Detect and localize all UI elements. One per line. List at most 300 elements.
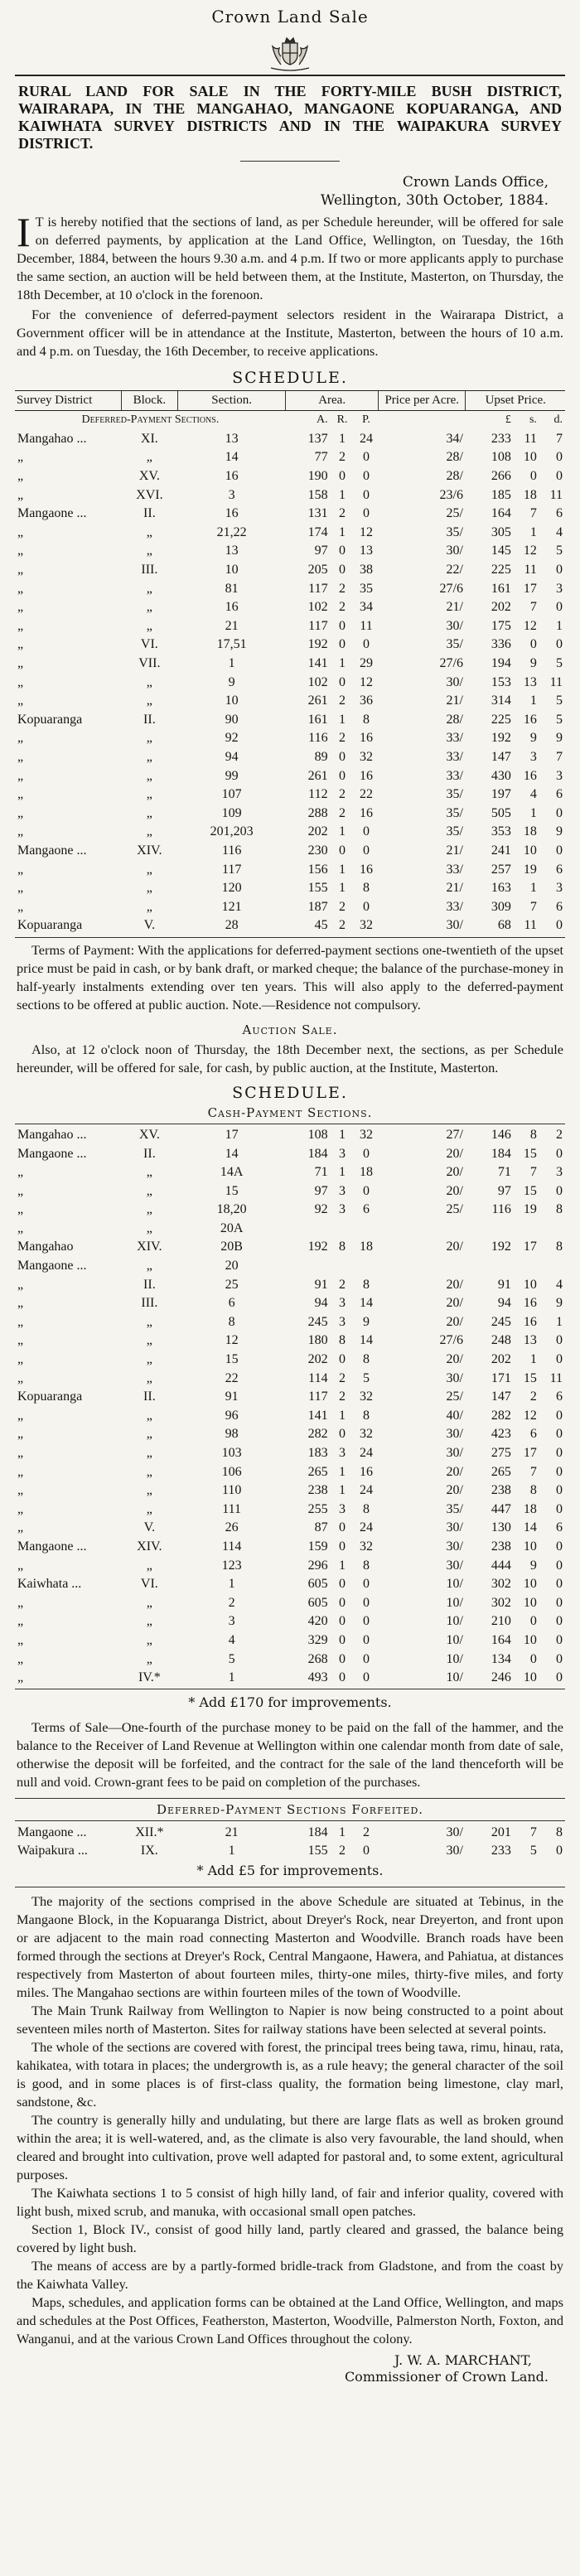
- cell-roods: 2: [339, 918, 346, 933]
- cell-perches: 32: [360, 1427, 373, 1442]
- cell-district: „: [17, 1464, 24, 1479]
- table-row: [15, 1575, 565, 1594]
- cell-section: 96: [225, 1408, 239, 1423]
- cell-district: „: [17, 600, 24, 615]
- table-row: [15, 1331, 565, 1351]
- cell-acres: 116: [308, 731, 328, 746]
- cell-acres: 137: [307, 431, 328, 446]
- cell-price: 10/: [446, 1632, 463, 1647]
- cell-section: 16: [225, 600, 239, 615]
- cell-shillings: 19: [523, 1202, 537, 1217]
- notice-paragraph-1-text: T is hereby notified that the sections of land, as per Schedule hereunder, will be offered for sale on deferred payments, by application at the Land Office, Wellington, on Tuesday, the 16th December, 1884, between the hours 9.30 a.m. and 4 p.m. If two or more applicants apply to purchase the same section, an auction will be held between them, at the Institute, Masterton, on Thursday, the 18th December, at 10 o'clock in the forenoon.: [17, 214, 563, 302]
- cell-shillings: 10: [523, 1577, 537, 1592]
- cell-acres: 161: [307, 712, 328, 727]
- cell-pence: 8: [556, 1824, 563, 1839]
- cell-pence: 0: [556, 1501, 563, 1516]
- cell-pence: 5: [556, 694, 563, 708]
- table-row: [15, 1842, 565, 1861]
- cell-block: „: [146, 749, 152, 764]
- cell-district: Mangaone ...: [17, 1146, 87, 1161]
- cell-roods: 1: [339, 1558, 346, 1573]
- cell-section: 21,22: [216, 524, 247, 539]
- cell-perches: [355, 1220, 379, 1239]
- cell-shillings: 7: [529, 506, 537, 521]
- cell-section: 26: [225, 1520, 239, 1535]
- table-row: [15, 1538, 565, 1557]
- cell-roods: 1: [339, 881, 346, 896]
- cell-price: 23/6: [439, 487, 463, 502]
- cell-pence: 6: [556, 1520, 563, 1535]
- cell-price: 30/: [446, 1539, 463, 1554]
- cell-shillings: 16: [523, 712, 537, 727]
- cell-price: 20/: [446, 1165, 463, 1180]
- description-p3: The whole of the sections are covered with forest, the principal trees being tawa, rimu, hinau, rata, kahikatea, with totara in places; the undergrowth is, as a rule heavy; the general character of the soil is good, and in some places is of first-class quality, the formation being limestone, clay marl, sandstone, &c.: [17, 2038, 563, 2110]
- cell-perches: 0: [363, 1844, 370, 1858]
- cell-pounds: 71: [497, 1165, 511, 1180]
- terms-of-payment: Terms of Payment: With the applications for deferred-payment sections one-twentieth of the upset price must be paid in cash, or by bank draft, or marked cheque; the balance of the purchase-money in half-yearly instalments extending over ten years. This will also apply to the deferred-payment sections to be offered at public auction. Note.—Residence not compulsory.: [17, 941, 563, 1013]
- cell-block: „: [146, 805, 152, 820]
- cell-block: „: [146, 600, 152, 615]
- cell-price: 33/: [446, 768, 463, 783]
- cell-section: 25: [225, 1277, 239, 1292]
- cell-pence: 11: [549, 1370, 563, 1385]
- cell-price: 30/: [446, 674, 463, 689]
- cell-block: XIV.: [137, 1240, 162, 1254]
- cell-acres: 91: [314, 1277, 328, 1292]
- cell-perches: 24: [360, 1520, 373, 1535]
- cell-block: IX.: [140, 1844, 158, 1858]
- cell-shillings: 10: [523, 1632, 537, 1647]
- cell-price: 27/6: [439, 1333, 463, 1348]
- cell-block: „: [146, 862, 152, 877]
- cell-block: „: [146, 694, 152, 708]
- cell-acres: 255: [307, 1501, 328, 1516]
- cell-block: III.: [141, 1296, 158, 1311]
- cell-roods: 2: [339, 694, 346, 708]
- table-row: [15, 1369, 565, 1388]
- cell-roods: 0: [339, 843, 346, 858]
- cell-section: 98: [225, 1427, 239, 1442]
- cell-shillings: 7: [529, 1165, 537, 1180]
- cell-perches: 34: [360, 600, 373, 615]
- cell-perches: 0: [363, 1183, 370, 1198]
- cell-acres: 141: [307, 1408, 328, 1423]
- cell-section: 15: [225, 1183, 239, 1198]
- cell-perches: 22: [360, 787, 373, 802]
- cell-roods: 0: [339, 563, 346, 578]
- table-row: [15, 486, 565, 505]
- table-row: [15, 1669, 565, 1688]
- cell-pounds: 161: [491, 581, 511, 596]
- cell-acres: [286, 1220, 331, 1239]
- royal-coat-of-arms-icon: [263, 31, 317, 71]
- unit-perches: P.: [362, 413, 370, 427]
- cell-pence: 4: [556, 1277, 563, 1292]
- cell-acres: 159: [307, 1539, 328, 1554]
- cell-perches: 8: [363, 1277, 370, 1292]
- cell-pounds: 147: [491, 1389, 511, 1404]
- cell-block: „: [146, 544, 152, 558]
- cell-acres: 141: [307, 656, 328, 671]
- table-row: [15, 1182, 565, 1201]
- cell-acres: 268: [307, 1651, 328, 1666]
- cell-block: II.: [143, 1277, 156, 1292]
- cell-acres: 493: [307, 1670, 328, 1685]
- cell-perches: 2: [363, 1824, 370, 1839]
- cell-perches: [355, 1257, 379, 1276]
- table-row: [15, 1481, 565, 1501]
- cell-price: 35/: [446, 805, 463, 820]
- cell-pence: 3: [556, 881, 563, 896]
- cell-acres: 45: [314, 918, 328, 933]
- cell-district: „: [17, 1483, 24, 1498]
- cell-perches: 0: [363, 1577, 370, 1592]
- cell-district: „: [17, 694, 24, 708]
- cell-section: 99: [225, 768, 239, 783]
- cell-pounds: [466, 1220, 514, 1239]
- cell-section: 20A: [220, 1220, 244, 1235]
- cell-perches: 16: [360, 731, 373, 746]
- cell-district: „: [17, 1220, 24, 1235]
- description-p2: The Main Trunk Railway from Wellington to Napier is now being constructed to a point about seventeen miles north of Masterton. Sites for railway stations have been selected at several points.: [17, 2002, 563, 2037]
- cell-acres: 202: [307, 824, 328, 839]
- office-name: Crown Lands Office,: [402, 174, 549, 191]
- cell-perches: 38: [360, 563, 373, 578]
- cell-perches: 35: [360, 581, 373, 596]
- cell-pence: 0: [556, 1651, 563, 1666]
- table-row: [15, 1238, 565, 1257]
- cell-acres: 230: [307, 843, 328, 858]
- cell-price: 30/: [446, 1824, 463, 1839]
- cell-section: 10: [225, 563, 239, 578]
- cell-roods: 0: [339, 1632, 346, 1647]
- cell-pounds: 505: [491, 805, 511, 820]
- cell-perches: 0: [363, 899, 370, 914]
- cell-shillings: 18: [523, 824, 537, 839]
- cell-pence: 11: [549, 674, 563, 689]
- table-row: [15, 729, 565, 748]
- cell-price: 20/: [446, 1296, 463, 1311]
- cell-pounds: 336: [491, 637, 511, 652]
- forfeited-title: Deferred-Payment Sections Forfeited.: [156, 1802, 424, 1818]
- cell-shillings: 2: [529, 1389, 537, 1404]
- table-row: [15, 1126, 565, 1145]
- cell-district: „: [17, 881, 24, 896]
- cell-roods: 3: [339, 1446, 346, 1461]
- cell-perches: 8: [363, 1501, 370, 1516]
- cell-roods: 0: [339, 674, 346, 689]
- cell-section: 22: [225, 1370, 239, 1385]
- cell-pence: 0: [556, 1146, 563, 1161]
- cell-pence: 0: [556, 1632, 563, 1647]
- cell-shillings: 17: [523, 581, 537, 596]
- schedule2-heading: SCHEDULE.: [232, 1083, 348, 1102]
- cell-acres: 102: [307, 674, 328, 689]
- cell-acres: 158: [307, 487, 328, 502]
- cell-block: „: [146, 1165, 152, 1180]
- cell-district: „: [17, 1370, 24, 1385]
- cell-price: 30/: [446, 544, 463, 558]
- cell-acres: 282: [307, 1427, 328, 1442]
- cell-shillings: 6: [529, 1427, 537, 1442]
- cell-roods: 0: [339, 1352, 346, 1367]
- cell-shillings: 3: [529, 749, 537, 764]
- cell-shillings: 11: [524, 431, 537, 446]
- cell-acres: 238: [307, 1483, 328, 1498]
- table-row: [15, 561, 565, 580]
- cell-block: „: [146, 1558, 152, 1573]
- cell-roods: 2: [339, 450, 346, 465]
- cell-acres: 180: [307, 1333, 328, 1348]
- cell-pounds: 175: [491, 618, 511, 633]
- cell-perches: 0: [363, 1670, 370, 1685]
- table-row: [15, 748, 565, 767]
- cell-perches: 0: [363, 637, 370, 652]
- cell-pounds: 353: [491, 824, 511, 839]
- cell-roods: 0: [339, 1670, 346, 1685]
- cell-pounds: 185: [491, 487, 511, 502]
- cell-price: 22/: [446, 563, 463, 578]
- cell-shillings: 8: [529, 1483, 537, 1498]
- cell-section: 16: [225, 506, 239, 521]
- table-row: [15, 430, 565, 449]
- table-row: [15, 1144, 565, 1163]
- cell-price: 30/: [446, 1558, 463, 1573]
- cell-shillings: 4: [529, 787, 537, 802]
- cell-perches: 8: [363, 1352, 370, 1367]
- table-row: [15, 448, 565, 467]
- cell-price: 21/: [446, 881, 463, 896]
- cell-price: 35/: [446, 637, 463, 652]
- cell-pence: 0: [556, 1539, 563, 1554]
- cell-district: Kopuaranga: [17, 918, 83, 933]
- cell-pounds: 130: [491, 1520, 511, 1535]
- cell-district: Mangahao ...: [17, 1127, 87, 1142]
- cell-roods: 8: [339, 1240, 346, 1254]
- cell-block: XVI.: [136, 487, 163, 502]
- cell-district: „: [17, 563, 24, 578]
- table-row: [15, 579, 565, 598]
- cell-acres: 71: [314, 1165, 328, 1180]
- cell-pounds: 192: [491, 731, 511, 746]
- cell-perches: 8: [363, 881, 370, 896]
- cell-shillings: [514, 1257, 539, 1276]
- cell-pounds: 164: [491, 1632, 511, 1647]
- cell-pence: 6: [556, 899, 563, 914]
- cell-district: „: [17, 749, 24, 764]
- cell-block: „: [146, 1333, 152, 1348]
- cell-section: 13: [225, 544, 239, 558]
- cell-pounds: 163: [491, 881, 511, 896]
- cell-district: Kopuaranga: [17, 1389, 83, 1404]
- cell-price: 28/: [446, 712, 463, 727]
- cell-price: 10/: [446, 1595, 463, 1610]
- cell-perches: 0: [363, 1614, 370, 1629]
- cell-roods: [331, 1220, 355, 1239]
- cell-roods: 1: [339, 862, 346, 877]
- cell-district: „: [17, 1296, 24, 1311]
- cell-shillings: 1: [529, 1352, 537, 1367]
- cell-acres: 108: [307, 1127, 328, 1142]
- cell-acres: 94: [314, 1296, 328, 1311]
- cell-block: „: [146, 1446, 152, 1461]
- cell-roods: 1: [339, 431, 346, 446]
- cell-price: 20/: [446, 1240, 463, 1254]
- cell-section: 111: [222, 1501, 242, 1516]
- cell-acres: 202: [307, 1352, 328, 1367]
- cell-district: Kopuaranga: [17, 712, 83, 727]
- cell-roods: 0: [339, 618, 346, 633]
- cell-pounds: 430: [491, 768, 511, 783]
- cell-block: „: [146, 1427, 152, 1442]
- cell-roods: 3: [339, 1314, 346, 1329]
- cell-section: 1: [228, 1844, 235, 1858]
- cell-perches: 8: [363, 1408, 370, 1423]
- cell-district: „: [17, 1446, 24, 1461]
- cell-section: 21: [225, 618, 239, 633]
- cell-block: VI.: [140, 637, 158, 652]
- cell-pence: 3: [556, 768, 563, 783]
- cell-block: „: [146, 768, 152, 783]
- cell-roods: 0: [339, 1539, 346, 1554]
- drop-cap: I: [17, 209, 31, 255]
- cell-roods: 2: [339, 581, 346, 596]
- cell-block: XII.*: [135, 1824, 164, 1839]
- cell-acres: 117: [308, 581, 328, 596]
- cell-section: 3: [228, 1614, 235, 1629]
- cell-pounds: 68: [497, 918, 511, 933]
- cell-perches: 0: [363, 1632, 370, 1647]
- cell-block: „: [146, 1651, 152, 1666]
- cell-shillings: 1: [529, 805, 537, 820]
- cash-footnote: * Add £170 for improvements.: [188, 1694, 392, 1711]
- cell-roods: 0: [339, 544, 346, 558]
- cell-section: 21: [225, 1824, 239, 1839]
- table-row: [15, 1313, 565, 1332]
- cell-section: 81: [225, 581, 239, 596]
- cell-pence: 0: [556, 469, 563, 484]
- cell-acres: 89: [314, 749, 328, 764]
- cell-roods: 2: [339, 1844, 346, 1858]
- cell-price: [378, 1220, 465, 1239]
- cell-price: 33/: [446, 899, 463, 914]
- cell-district: „: [17, 1277, 24, 1292]
- cell-perches: 14: [360, 1296, 373, 1311]
- cell-roods: 2: [339, 787, 346, 802]
- cell-district: „: [17, 824, 24, 839]
- cell-acres: 288: [307, 805, 328, 820]
- cell-district: „: [17, 487, 24, 502]
- cell-price: 30/: [446, 1446, 463, 1461]
- cell-section: 94: [225, 749, 239, 764]
- cell-pence: 0: [556, 1352, 563, 1367]
- cell-roods: 2: [339, 899, 346, 914]
- cell-section: 1: [228, 1577, 235, 1592]
- cell-shillings: 19: [523, 862, 537, 877]
- cell-shillings: 12: [523, 618, 537, 633]
- cell-section: 4: [228, 1632, 235, 1647]
- cell-acres: 265: [307, 1464, 328, 1479]
- cell-district: „: [17, 1558, 24, 1573]
- cell-shillings: 9: [529, 656, 537, 671]
- cell-block: XV.: [138, 1127, 160, 1142]
- cell-section: 103: [221, 1446, 242, 1461]
- cell-price: 10/: [446, 1614, 463, 1629]
- col-section: Section.: [177, 391, 285, 411]
- table-row: [15, 860, 565, 879]
- cell-perches: 24: [360, 1446, 373, 1461]
- forfeited-footnote: * Add £5 for improvements.: [196, 1862, 384, 1878]
- cell-pounds: 248: [491, 1333, 511, 1348]
- cell-pounds: 116: [491, 1202, 511, 1217]
- cell-pounds: 210: [491, 1614, 511, 1629]
- cell-block: „: [146, 1464, 152, 1479]
- cell-district: „: [17, 1183, 24, 1198]
- cell-district: „: [17, 1632, 24, 1647]
- cell-perches: 32: [360, 918, 373, 933]
- description-p4: The country is generally hilly and undulating, but there are large flats as well as broken ground within the area; it is well-watered, and, as the climate is also very favourable, the land should, when cleared and brought into cultivation, prove well adapted for pastoral and, to some extent, agricultural purposes.: [17, 2111, 563, 2182]
- cell-district: „: [17, 1595, 24, 1610]
- cell-pence: 0: [556, 563, 563, 578]
- cell-block: „: [146, 1501, 152, 1516]
- cell-acres: 112: [308, 787, 328, 802]
- cell-shillings: 9: [529, 731, 537, 746]
- cell-pence: 0: [556, 1595, 563, 1610]
- notice-title: RURAL LAND FOR SALE IN THE FORTY-MILE BUSH DISTRICT, WAIRARAPA, IN THE MANGAHAO, MANGAONE KOPUARANGA, AND KAIWHATA SURVEY DISTRICTS AND IN THE WAIPAKURA SURVEY DISTRICT.: [18, 83, 562, 152]
- cell-pounds: 134: [491, 1651, 511, 1666]
- cell-price: 21/: [446, 600, 463, 615]
- cell-shillings: 10: [523, 1539, 537, 1554]
- cell-pence: 0: [556, 1483, 563, 1498]
- cell-acres: 117: [308, 618, 328, 633]
- cell-district: „: [17, 1614, 24, 1629]
- cell-pounds: 202: [491, 1352, 511, 1367]
- cell-pounds: 238: [491, 1539, 511, 1554]
- cell-section: 20B: [220, 1240, 243, 1254]
- table-row: [15, 804, 565, 823]
- cell-block: „: [146, 731, 152, 746]
- cell-perches: 0: [363, 1595, 370, 1610]
- unit-roods: R.: [336, 413, 348, 427]
- cell-roods: 0: [339, 749, 346, 764]
- auction-heading: Auction Sale.: [242, 1022, 338, 1037]
- page-header-title: Crown Land Sale: [211, 7, 369, 27]
- cell-district: „: [17, 787, 24, 802]
- cell-pence: 7: [556, 431, 563, 446]
- cell-roods: 1: [339, 1824, 346, 1839]
- notice-paragraph-1: [17, 209, 563, 304]
- cell-price: 10/: [446, 1577, 463, 1592]
- table-row: [15, 1201, 565, 1220]
- cell-perches: 32: [360, 1127, 373, 1142]
- cell-district: „: [17, 1408, 24, 1423]
- cell-district: „: [17, 768, 24, 783]
- cell-pence: 0: [556, 1427, 563, 1442]
- table-row: [15, 1425, 565, 1444]
- cell-roods: 2: [339, 731, 346, 746]
- cell-district: „: [17, 731, 24, 746]
- cell-perches: 12: [360, 524, 373, 539]
- cell-shillings: 15: [523, 1146, 537, 1161]
- cell-pounds: 194: [491, 656, 511, 671]
- cell-block: „: [146, 1202, 152, 1217]
- cell-section: 106: [221, 1464, 242, 1479]
- cell-pence: 9: [556, 1296, 563, 1311]
- cell-shillings: 17: [523, 1446, 537, 1461]
- cell-roods: 8: [339, 1333, 346, 1348]
- cell-district: Mangahao ...: [17, 431, 87, 446]
- cell-block: „: [146, 1259, 152, 1274]
